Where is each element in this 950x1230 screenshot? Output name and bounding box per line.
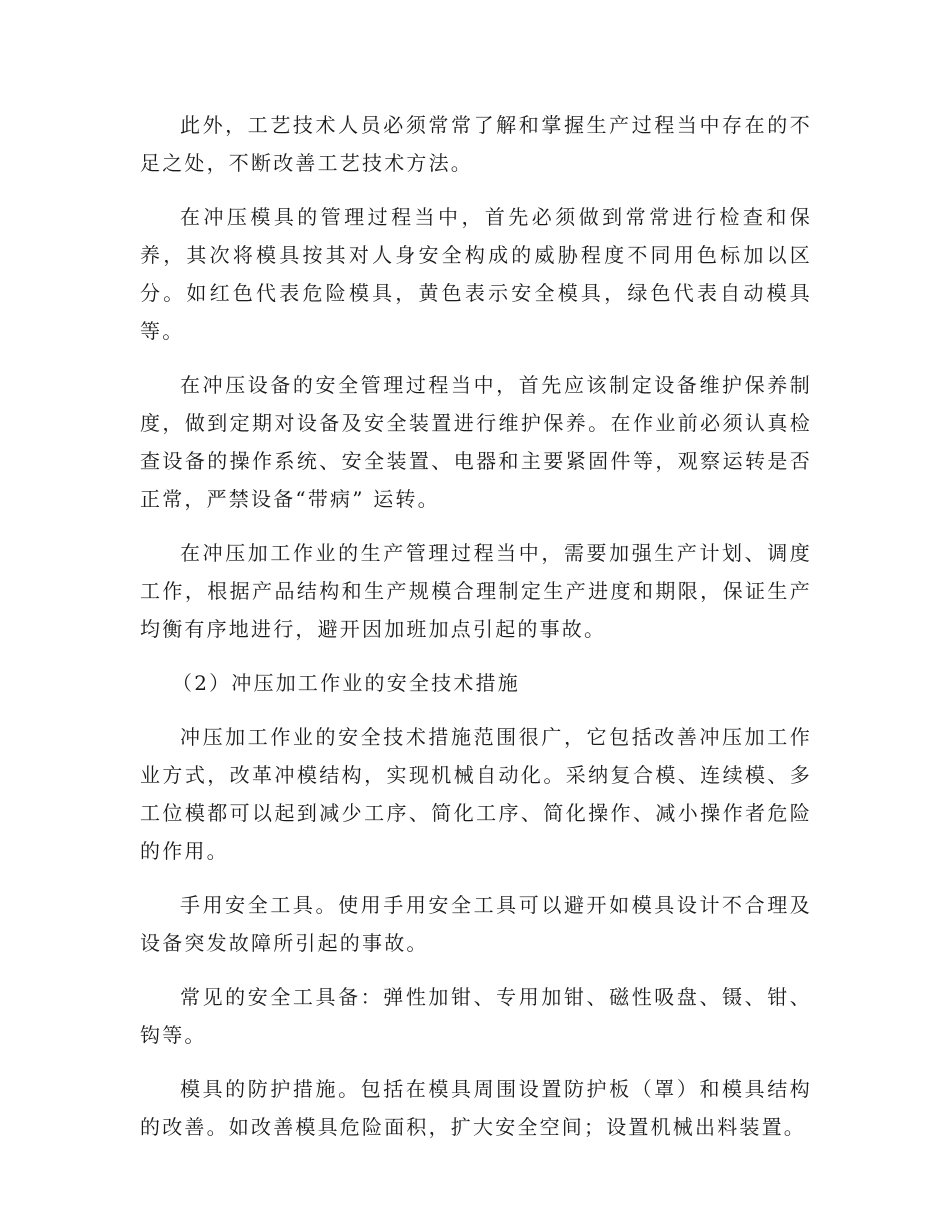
paragraph-process-improvement: 此外，工艺技术人员必须常常了解和掌握生产过程当中存在的不足之处，不断改善工艺技术方法。 [140,113,812,175]
section-heading-safety-measures: （2）冲压加工作业的安全技术措施 [172,671,520,695]
document-body [140,106,812,1162]
paragraph-production-management: 在冲压加工作业的生产管理过程当中，需要加强生产计划、调度工作，根据产品结构和生产规模合理制定生产进度和期限，保证生产均衡有序地进行，避开因加班加点引起的事故。 [140,541,812,641]
paragraph-hand-tools: 手用安全工具。使用手用安全工具可以避开如模具设计不合理及设备突发故障所引起的事故。 [140,893,812,955]
paragraph-safety-measures-scope: 冲压加工作业的安全技术措施范围很广，它包括改善冲压加工作业方式，改革冲模结构，实现机械自动化。采纳复合模、连续模、多工位模都可以起到减少工序、简化工序、简化操作、减小操作者危险的作用。 [140,725,812,863]
paragraph-common-tools: 常见的安全工具备：弹性加钳、专用加钳、磁性吸盘、镊、钳、钩等。 [140,985,812,1047]
paragraph-equipment-safety: 在冲压设备的安全管理过程当中，首先应该制定设备维护保养制度，做到定期对设备及安全装置进行维护保养。在作业前必须认真检查设备的操作系统、安全装置、电器和主要紧固件等，观察运转是否正常，严禁设备“带病” 运转。 [140,373,812,511]
paragraph-mold-management: 在冲压模具的管理过程当中，首先必须做到常常进行检查和保养，其次将模具按其对人身安全构成的威胁程度不同用色标加以区分。如红色代表危险模具，黄色表示安全模具，绿色代表自动模具等。 [140,205,812,343]
paragraph-mold-protection: 模具的防护措施。包括在模具周围设置防护板（罩）和模具结构的改善。如改善模具危险面积，扩大安全空间；设置机械出料装置。 [140,1077,812,1139]
